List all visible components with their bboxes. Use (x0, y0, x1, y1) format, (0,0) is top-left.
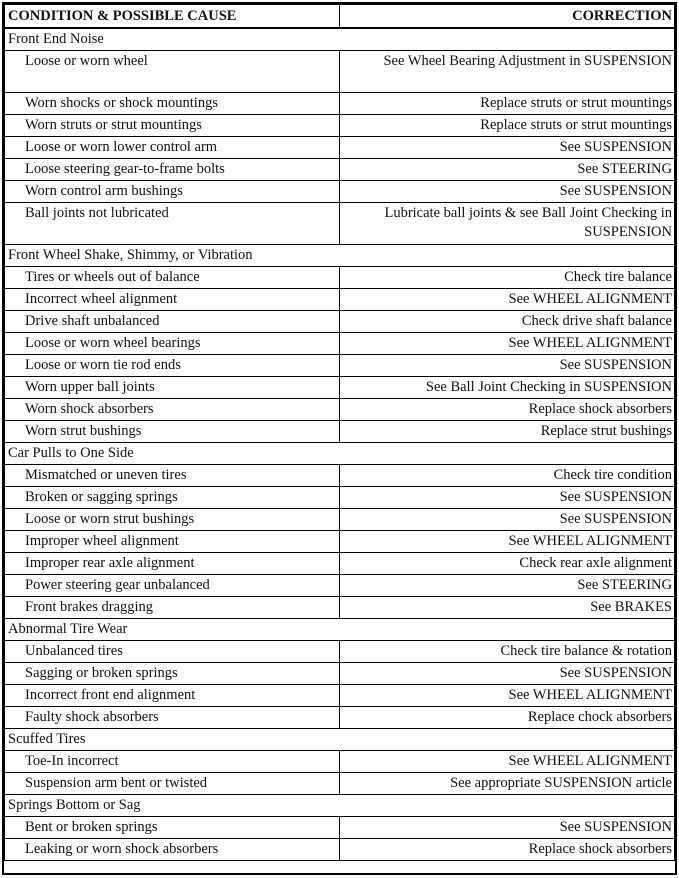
table-row (5, 203, 675, 245)
correction-cell: See SUSPENSION (340, 355, 675, 377)
cause-cell: Bent or broken springs (5, 817, 340, 839)
section-header-row (5, 443, 675, 465)
correction-cell: See WHEEL ALIGNMENT (340, 333, 675, 355)
correction-cell: See STEERING (340, 575, 675, 597)
correction-cell: See Wheel Bearing Adjustment in SUSPENSION (340, 51, 675, 93)
cause-cell: Suspension arm bent or twisted (5, 773, 340, 795)
table-body (5, 28, 675, 861)
cause-cell: Toe-In incorrect (5, 751, 340, 773)
correction-cell: Replace struts or strut mountings (340, 115, 675, 137)
table-row (5, 751, 675, 773)
table-row (5, 465, 675, 487)
troubleshooting-table (4, 4, 675, 861)
condition-column-header: CONDITION & POSSIBLE CAUSE (5, 5, 340, 29)
table-row (5, 377, 675, 399)
correction-cell: Replace shock absorbers (340, 399, 675, 421)
cause-cell: Drive shaft unbalanced (5, 311, 340, 333)
cause-cell: Incorrect wheel alignment (5, 289, 340, 311)
section-header-row (5, 729, 675, 751)
correction-cell: Lubricate ball joints & see Ball Joint Checking in SUSPENSION (340, 203, 675, 245)
correction-cell: Replace struts or strut mountings (340, 93, 675, 115)
table-row (5, 115, 675, 137)
correction-cell: See appropriate SUSPENSION article (340, 773, 675, 795)
cause-cell: Leaking or worn shock absorbers (5, 839, 340, 861)
correction-cell: Replace shock absorbers (340, 839, 675, 861)
correction-cell: See STEERING (340, 159, 675, 181)
section-title: Front Wheel Shake, Shimmy, or Vibration (5, 245, 675, 267)
correction-cell: See SUSPENSION (340, 509, 675, 531)
table-row (5, 51, 675, 93)
table-row (5, 531, 675, 553)
cause-cell: Tires or wheels out of balance (5, 267, 340, 289)
section-title: Car Pulls to One Side (5, 443, 675, 465)
table-row (5, 333, 675, 355)
correction-cell: Check tire condition (340, 465, 675, 487)
cause-cell: Improper rear axle alignment (5, 553, 340, 575)
troubleshooting-table-container (2, 2, 677, 875)
table-row (5, 817, 675, 839)
table-row (5, 487, 675, 509)
section-header-row (5, 619, 675, 641)
section-header-row (5, 245, 675, 267)
cause-cell: Worn shocks or shock mountings (5, 93, 340, 115)
cause-cell: Ball joints not lubricated (5, 203, 340, 245)
table-row (5, 575, 675, 597)
correction-cell: See SUSPENSION (340, 817, 675, 839)
cause-cell: Worn upper ball joints (5, 377, 340, 399)
table-row (5, 663, 675, 685)
correction-cell: See SUSPENSION (340, 663, 675, 685)
section-title: Front End Noise (5, 28, 675, 51)
cause-cell: Loose or worn strut bushings (5, 509, 340, 531)
correction-cell: Replace chock absorbers (340, 707, 675, 729)
correction-cell: Check tire balance & rotation (340, 641, 675, 663)
correction-cell: See Ball Joint Checking in SUSPENSION (340, 377, 675, 399)
cause-cell: Loose or worn wheel bearings (5, 333, 340, 355)
correction-cell: See SUSPENSION (340, 181, 675, 203)
correction-cell: Check drive shaft balance (340, 311, 675, 333)
correction-cell: See WHEEL ALIGNMENT (340, 531, 675, 553)
correction-cell: See WHEEL ALIGNMENT (340, 289, 675, 311)
correction-cell: Check rear axle alignment (340, 553, 675, 575)
section-header-row (5, 795, 675, 817)
table-row (5, 289, 675, 311)
cause-cell: Loose or worn wheel (5, 51, 340, 93)
cause-cell: Incorrect front end alignment (5, 685, 340, 707)
table-row (5, 159, 675, 181)
cause-cell: Improper wheel alignment (5, 531, 340, 553)
table-row (5, 93, 675, 115)
cause-cell: Loose steering gear-to-frame bolts (5, 159, 340, 181)
cause-cell: Worn struts or strut mountings (5, 115, 340, 137)
table-row (5, 553, 675, 575)
cause-cell: Sagging or broken springs (5, 663, 340, 685)
cause-cell: Loose or worn tie rod ends (5, 355, 340, 377)
correction-cell: See BRAKES (340, 597, 675, 619)
correction-cell: See SUSPENSION (340, 487, 675, 509)
cause-cell: Worn strut bushings (5, 421, 340, 443)
cause-cell: Front brakes dragging (5, 597, 340, 619)
table-row (5, 685, 675, 707)
table-row (5, 267, 675, 289)
table-row (5, 399, 675, 421)
correction-cell: Replace strut bushings (340, 421, 675, 443)
table-row (5, 707, 675, 729)
cause-cell: Unbalanced tires (5, 641, 340, 663)
table-row (5, 509, 675, 531)
cause-cell: Power steering gear unbalanced (5, 575, 340, 597)
correction-cell: See WHEEL ALIGNMENT (340, 685, 675, 707)
section-title: Abnormal Tire Wear (5, 619, 675, 641)
cause-cell: Mismatched or uneven tires (5, 465, 340, 487)
section-title: Scuffed Tires (5, 729, 675, 751)
table-row (5, 773, 675, 795)
cause-cell: Faulty shock absorbers (5, 707, 340, 729)
cause-cell: Worn control arm bushings (5, 181, 340, 203)
correction-cell: See SUSPENSION (340, 137, 675, 159)
table-row (5, 597, 675, 619)
correction-cell: Check tire balance (340, 267, 675, 289)
cause-cell: Loose or worn lower control arm (5, 137, 340, 159)
table-row (5, 311, 675, 333)
cause-cell: Broken or sagging springs (5, 487, 340, 509)
table-row (5, 421, 675, 443)
table-row (5, 181, 675, 203)
table-row (5, 839, 675, 861)
table-row (5, 137, 675, 159)
table-header-row (5, 5, 675, 29)
table-row (5, 355, 675, 377)
table-row (5, 641, 675, 663)
section-title: Springs Bottom or Sag (5, 795, 675, 817)
correction-column-header: CORRECTION (340, 5, 675, 29)
cause-cell: Worn shock absorbers (5, 399, 340, 421)
section-header-row (5, 28, 675, 51)
correction-cell: See WHEEL ALIGNMENT (340, 751, 675, 773)
